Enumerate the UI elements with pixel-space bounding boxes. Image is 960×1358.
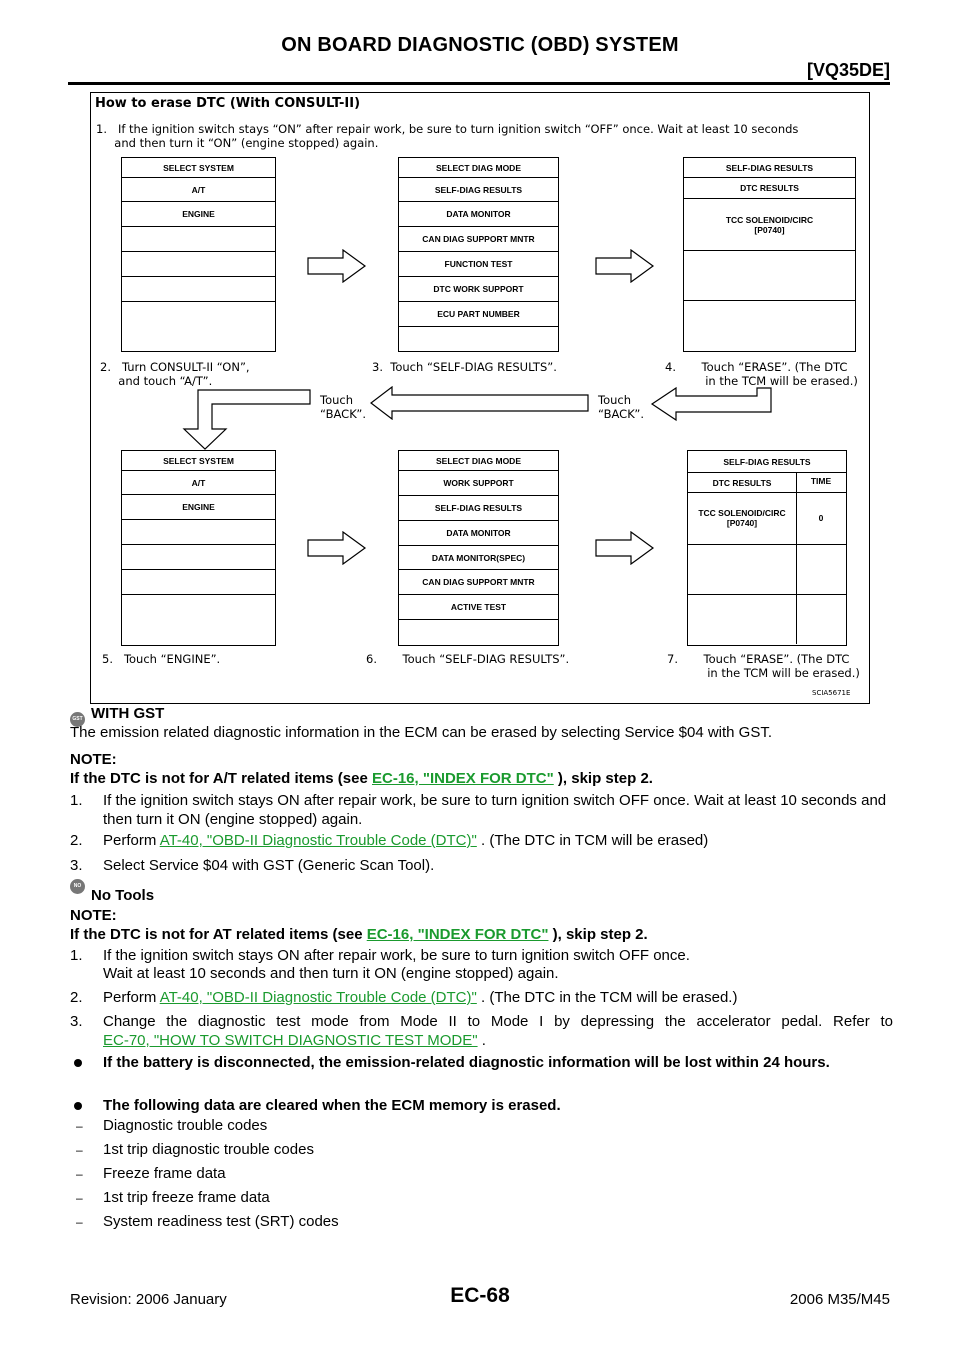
gst-description: The emission related diagnostic information in the ECM can be erased by selecting Service $04 with GST. [70,724,773,741]
screen-row[interactable]: ECU PART NUMBER [399,302,558,327]
dash-marker: – [76,1215,83,1229]
screen-row [122,227,275,252]
cleared-item: System readiness test (SRT) codes [103,1213,339,1230]
notools-step-3: Change the diagnostic test mode from Mode II to Mode I by depressing the accelerator pedal. Refer to [103,1013,893,1030]
screen-row[interactable]: ACTIVE TEST [399,595,558,620]
screen-title: SELF-DIAG RESULTS [688,451,846,473]
dash-marker: – [76,1143,83,1157]
figure-step-3: 3. Touch “SELF-DIAG RESULTS”. [372,360,557,374]
figure-step-7: 7. Touch “ERASE”. (The DTC in the TCM will be erased.) [667,652,860,680]
gst-tool-icon: GST [70,712,85,727]
screen-self-diag-results-1 [683,157,856,352]
screen-row: SELECT DIAG MODE [399,158,558,178]
note-text: ), skip step 2. [548,926,648,943]
screen-row: SELECT SYSTEM [122,451,275,471]
battery-warning: If the battery is disconnected, the emission-related diagnostic information will be lost within 24 hours. [103,1054,830,1071]
step-text: . (The DTC in the TCM will be erased.) [476,989,738,1006]
header-rule [68,82,890,85]
step-text: . (The DTC in TCM will be erased) [476,832,709,849]
screen-row[interactable]: CAN DIAG SUPPORT MNTR [399,227,558,252]
notools-step-1b: Wait at least 10 seconds and then turn it ON (engine stopped) again. [103,965,559,982]
dash-marker: – [76,1167,83,1181]
figure-step-2: 2. Turn CONSULT-II “ON”, and touch “A/T”. [100,360,250,388]
dtc-results-header: DTC RESULTS [712,478,772,488]
screen-row[interactable]: DATA MONITOR [399,202,558,227]
screen-row[interactable]: FUNCTION TEST [399,252,558,277]
screen-row [122,277,275,302]
touch-back-label: Touch “BACK”. [598,393,644,421]
screen-self-diag-results-2 [687,450,847,646]
index-for-dtc-link[interactable]: EC-16, "INDEX FOR DTC" [366,926,549,943]
arrow-right-icon [595,249,655,283]
arrow-right-icon [307,249,367,283]
obd-dtc-link[interactable]: AT-40, "OBD-II Diagnostic Trouble Code (DTC)" [159,989,477,1006]
gst-step-3: Select Service $04 with GST (Generic Scan Tool). [103,857,435,874]
step-number: 2. [70,989,83,1006]
cleared-item: 1st trip diagnostic trouble codes [103,1141,314,1158]
figure-step-6: 6. Touch “SELF-DIAG RESULTS”. [366,652,570,666]
notools-note-label: NOTE: [70,907,117,924]
screen-row: SELECT SYSTEM [122,158,275,178]
arrow-right-icon [307,531,367,565]
screen-subtitle: DTC RESULTS [684,178,855,199]
note-text: If the DTC is not for AT related items (see [70,926,367,943]
cleared-item: Freeze frame data [103,1165,226,1182]
screen-title: SELF-DIAG RESULTS [684,158,855,178]
screen-row [684,251,855,301]
revision-date: Revision: 2006 January [70,1291,227,1308]
arrow-back-down-icon [180,385,315,451]
cleared-item: Diagnostic trouble codes [103,1117,268,1134]
step-text: . [477,1032,486,1049]
screen-select-diag-mode-2 [398,450,559,646]
cleared-item: 1st trip freeze frame data [103,1189,270,1206]
screen-row [122,570,275,595]
screen-row[interactable]: CAN DIAG SUPPORT MNTR [399,570,558,595]
screen-row[interactable]: DATA MONITOR(SPEC) [399,546,558,570]
step-number: 2. [70,832,83,849]
step-text: Perform [103,832,160,849]
dtc-result-item: TCC SOLENOID/CIRC [P0740] [684,199,855,251]
gst-heading: WITH GST [91,705,165,722]
dash-marker: – [76,1191,83,1205]
screen-row [399,327,558,350]
note-text: ), skip step 2. [553,770,653,787]
screen-row-engine[interactable]: ENGINE [122,495,275,520]
dash-marker: – [76,1119,83,1133]
screen-row[interactable]: DTC WORK SUPPORT [399,277,558,302]
no-tools-icon: NO TOOLS [70,879,85,894]
screen-row [122,520,275,545]
screen-row-self-diag[interactable]: SELF-DIAG RESULTS [399,178,558,202]
bullet-icon [74,1102,82,1110]
arrow-right-icon [595,531,655,565]
screen-select-system-1 [121,157,276,352]
page-number: EC-68 [450,1284,510,1307]
vehicle-model: 2006 M35/M45 [789,1291,890,1308]
screen-row-self-diag[interactable]: SELF-DIAG RESULTS [399,496,558,521]
note-text: If the DTC is not for A/T related items (see [70,770,372,787]
screen-row[interactable]: DATA MONITOR [399,521,558,546]
screen-row [688,545,846,595]
screen-row [684,301,855,350]
figure-step-5: 5. Touch “ENGINE”. [102,652,221,666]
screen-row-at[interactable]: A/T [122,471,275,495]
notools-note [70,925,892,944]
screen-row: SELECT DIAG MODE [399,451,558,471]
notools-step-3-ref [103,1031,893,1050]
figure-step-4: 4. Touch “ERASE”. (The DTC in the TCM will be erased.) [665,360,858,388]
time-header: TIME [810,476,832,486]
screen-row [122,252,275,277]
step-number: 1. [70,792,83,809]
notools-heading-line [70,879,892,905]
arrow-left-icon [370,386,590,420]
notools-step-2 [103,988,893,1007]
screen-row [399,620,558,644]
screen-row [122,302,275,350]
screen-row[interactable]: WORK SUPPORT [399,471,558,496]
notools-step-1a: If the ignition switch stays ON after repair work, be sure to turn ignition switch OFF once. [103,947,690,964]
switch-test-mode-link[interactable]: EC-70, "HOW TO SWITCH DIAGNOSTIC TEST MODE" [103,1032,478,1049]
gst-step-1: If the ignition switch stays ON after repair work, be sure to turn ignition switch OFF once. Wait at least 10 seconds and then turn it ON (engine stopped) again. [103,792,887,828]
screen-row [122,595,275,644]
dtc-time-value: 0 [818,513,824,523]
screen-row-at[interactable]: A/T [122,178,275,202]
cleared-data-intro: The following data are cleared when the ECM memory is erased. [103,1097,561,1114]
step-text: Perform [103,989,160,1006]
screen-select-diag-mode-1 [398,157,559,352]
obd-dtc-link[interactable]: AT-40, "OBD-II Diagnostic Trouble Code (DTC)" [159,832,477,849]
notools-heading: No Tools [91,887,155,904]
bullet-icon [74,1059,82,1067]
screen-row-engine[interactable]: ENGINE [122,202,275,227]
touch-back-label: Touch “BACK”. [320,393,366,421]
dtc-result-item: TCC SOLENOID/CIRC [P0740] [698,508,786,528]
engine-model-label: [VQ35DE] [806,60,890,80]
figure-id: SCIA5671E [812,689,851,697]
arrow-back-left-icon [650,386,775,422]
step-number: 1. [70,947,83,964]
gst-note [70,769,892,788]
gst-step-2 [103,831,893,850]
figure-title: How to erase DTC (With CONSULT-II) [95,96,361,111]
page-header-title: ON BOARD DIAGNOSTIC (OBD) SYSTEM [281,34,679,56]
gst-note-label: NOTE: [70,751,117,768]
index-for-dtc-link[interactable]: EC-16, "INDEX FOR DTC" [372,770,554,787]
step-number: 3. [70,857,83,874]
screen-select-system-2 [121,450,276,646]
figure-step-1: 1. If the ignition switch stays “ON” after repair work, be sure to turn ignition switch “OFF” once. Wait at least 10 seconds and then turn it “ON” (engine stopped) again. [96,122,799,150]
screen-row [122,545,275,570]
step-number: 3. [70,1013,83,1030]
